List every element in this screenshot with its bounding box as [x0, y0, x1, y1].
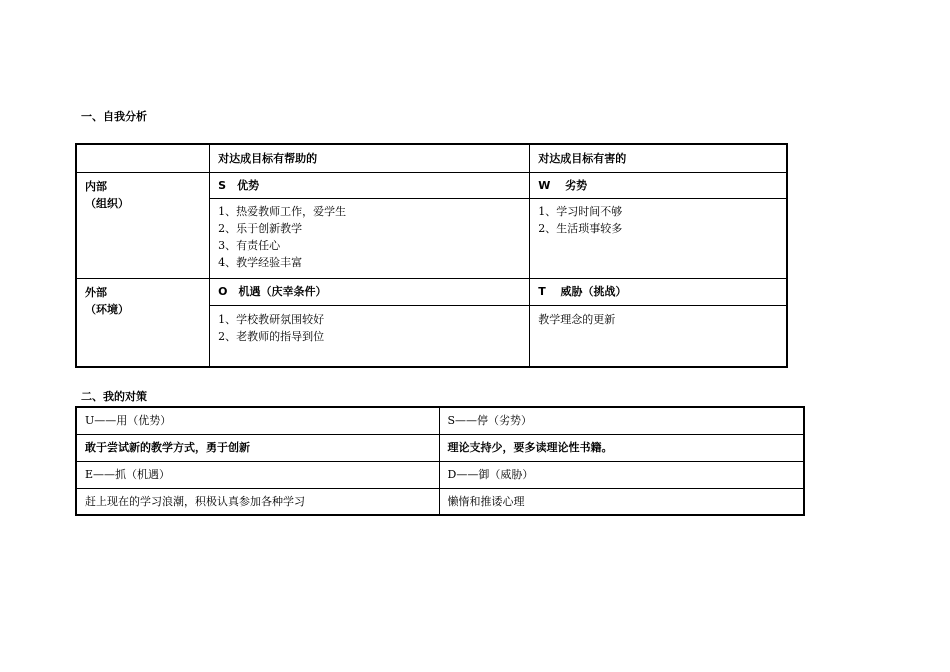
strategy-table: [75, 406, 805, 516]
internal-label-cell: [76, 172, 210, 278]
weakness-item: 1、学习时间不够: [538, 204, 623, 218]
section2-title: 二、我的对策: [81, 390, 147, 403]
harmful-header: 对达成目标有害的: [530, 144, 787, 172]
e-text: 赶上现在的学习浪潮，积极认真参加各种学习: [76, 488, 439, 515]
external-label-cell: [76, 278, 210, 367]
internal-sub-label: （组织）: [85, 196, 129, 210]
e-title: E——抓（机遇）: [76, 461, 439, 488]
swot-table: [75, 143, 788, 368]
external-title-row: [76, 278, 787, 305]
section1-title: 一、自我分析: [81, 110, 147, 123]
weakness-item: 2、生活琐事较多: [538, 221, 623, 235]
internal-label: 内部: [85, 179, 107, 193]
strategy-row-2: [76, 434, 804, 461]
weakness-title: W 劣势: [530, 172, 787, 198]
d-title: D——御（威胁）: [439, 461, 804, 488]
opportunity-title: O 机遇（庆幸条件）: [210, 278, 530, 305]
empty-header-cell: [76, 144, 210, 172]
opportunity-item: 2、老教师的指导到位: [218, 329, 325, 343]
strategy-row-3: [76, 461, 804, 488]
opportunities-cell: [210, 305, 530, 367]
external-sub-label: （环境）: [85, 302, 129, 316]
d-text: 懒惰和推诿心理: [439, 488, 804, 515]
opportunity-item: 1、学校教研氛围较好: [218, 312, 325, 326]
threat-item: 教学理念的更新: [538, 312, 616, 326]
external-label: 外部: [85, 285, 107, 299]
strategy-row-4: [76, 488, 804, 515]
threat-title: T 威胁（挑战）: [530, 278, 787, 305]
s-title: S——停（劣势）: [439, 407, 804, 434]
threats-cell: [530, 305, 787, 367]
s-text: 理论支持少，要多读理论性书籍。: [439, 434, 804, 461]
strengths-cell: [210, 198, 530, 278]
strength-item: 2、乐于创新教学: [218, 221, 303, 235]
strength-item: 1、热爱教师工作，爱学生: [218, 204, 347, 218]
weaknesses-cell: [530, 198, 787, 278]
strength-item: 4、教学经验丰富: [218, 255, 303, 269]
strength-title: S 优势: [210, 172, 530, 198]
swot-header-row: [76, 144, 787, 172]
strategy-row-1: [76, 407, 804, 434]
internal-title-row: [76, 172, 787, 198]
u-title: U——用（优势）: [76, 407, 439, 434]
helpful-header: 对达成目标有帮助的: [210, 144, 530, 172]
strength-item: 3、有责任心: [218, 238, 281, 252]
u-text: 敢于尝试新的教学方式，勇于创新: [76, 434, 439, 461]
